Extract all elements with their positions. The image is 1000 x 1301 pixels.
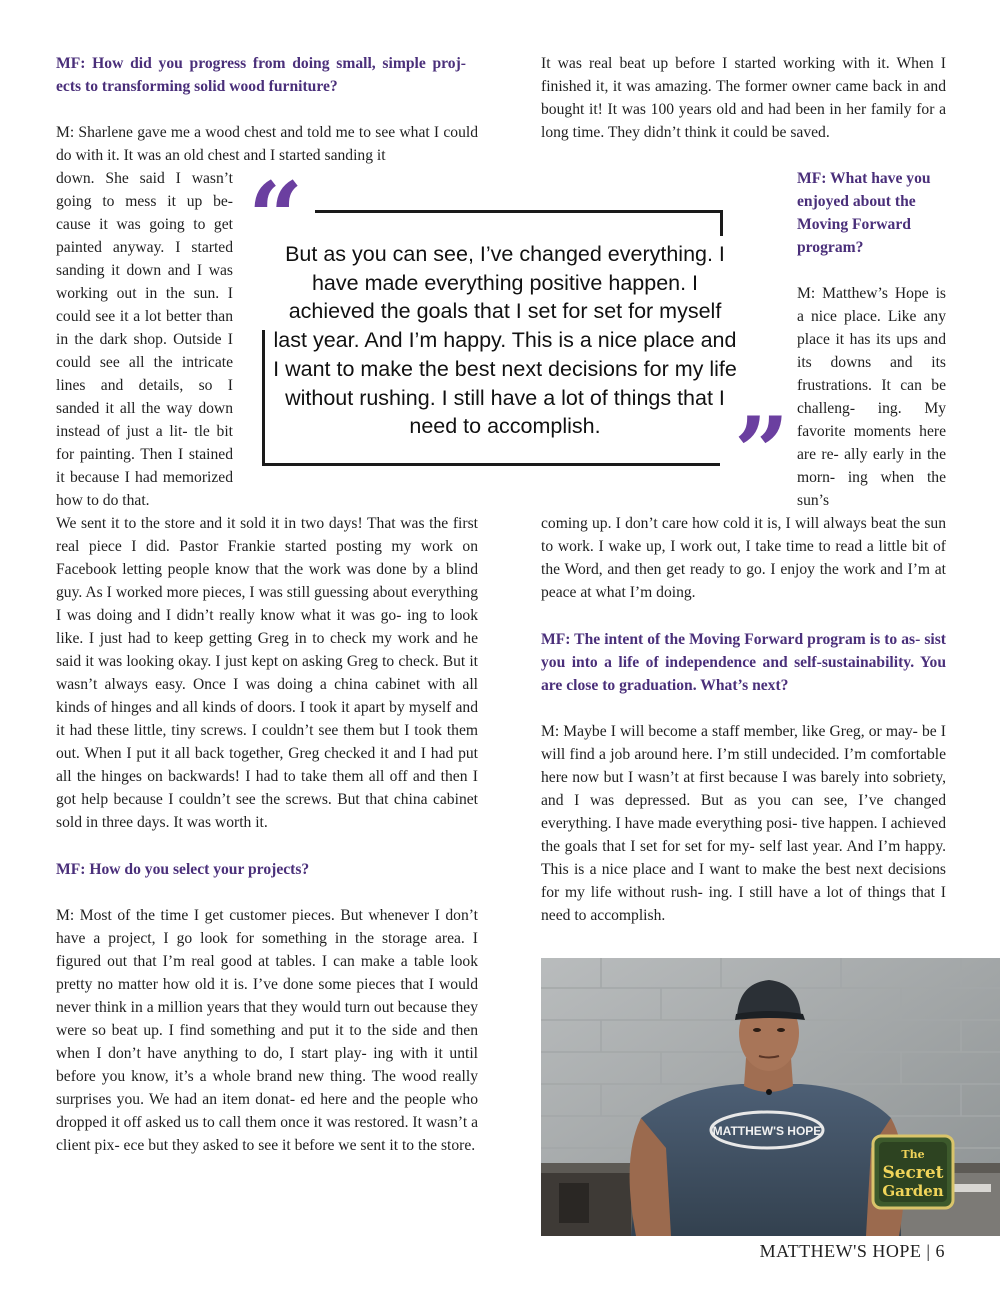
badge-line-1: The (901, 1148, 925, 1161)
answer-progress-intro: M: Sharlene gave me a wood chest and told me to see what I could do with it. It was an old chest and I started sanding it (56, 124, 478, 164)
portrait-photo (541, 958, 1000, 1236)
answer-enjoyed-narrow: M: Matthew’s Hope is a nice place. Like any place it has its ups and its downs and its frustrations. It can be challeng- ing. My favorite moments here are re- ally early in the morn- ing when the sun’s (797, 285, 946, 509)
answer-progress-continued: We sent it to the store and it sold it in two days! That was the first real piece I did. Pastor Frankie started posting my work on Facebook letting people know that the work was done by a blind guy. As I worked more pieces, I was still guessing about everything I was doing and I didn’t really know what it was go- ing to look like. I just had to keep getting Greg in to check my work and he said it was looking okay. I just kept on asking Greg to check. But it wasn’t always easy. Once I was doing a china cabinet with all kinds of hinges and all kinds of doors. I took it apart by myself and it had these little, tiny screws. I couldn’t see them but I took them out. When I put it all back together, Greg checked it and I had put all the hinges on backwards! I had to take them all off and then I got help because I couldn’t see the screws. But that china cabinet sold in three days. It was worth it. (56, 515, 478, 831)
answer-enjoyed-continued: coming up. I don’t care how cold it is, I will always beat the sun to work. I wake up, I work out, I take time to read a little bit of the Word, and then get ready to go. I enjoy the work and I’m at peace at what I’m doing. (541, 515, 946, 601)
answer-select-projects: M: Most of the time I get customer pieces. But whenever I don’t have a project, I go look for something in the storage area. I figured out that I’m real good at tables. I can make a table look pretty no matter how old it is. I’ve done some pieces that I would never think in a million years that they would turn out because they were so beat up. I find something and put it to the side and then when I don’t have anything to do, I start play- ing with it until before you know, it’s a whole brand new thing. The wood really surprises you. We had an item donat- ed here and the people who dropped it off asked us to call them once it was restored. It wasn’t a client pix- ece but they asked to see it before we sent it to the store. (56, 907, 478, 1154)
close-quote-icon: ” (734, 396, 790, 509)
answer-whats-next: M: Maybe I will become a staff member, like Greg, or may- be I will find a job around here. I’m still undecided. I’m comfortable here now but I wasn’t at first because I was barely into sobriety, and I was depressed. But as you can see, I’ve changed everything. I have made everything posi- tive happen. I achieved the goals that I set for set for my- self last year. And I’m happy. This is a nice place and I want to make the best next decisions for my life without rush- ing. I still have a lot of things that I need to accomplish. (541, 723, 946, 924)
open-quote-icon: “ (248, 161, 304, 274)
shirt-logo-text: MATTHEW'S HOPE (712, 1124, 822, 1138)
question-select-projects: MF: How do you select your projects? (56, 861, 310, 878)
question-whats-next: MF: The intent of the Moving Forward program is to as- sist you into a life of independence and self-sustainability. You are close to graduation. What’s next? (541, 631, 946, 694)
badge-line-3: Garden (882, 1182, 944, 1200)
page-footer: MATTHEW'S HOPE | 6 (759, 1241, 945, 1261)
pullquote-text: But as you can see, I’ve changed everything. I have made everything positive happen. I achieved the goals that I set for set for myself last year. And I’m happy. This is a nice place and I want to make the best next decisions for my life without rushing. I still have a lot of things that I need to accomplish. (273, 242, 737, 439)
question-progress: MF: How did you progress from doing small, simple proj- ects to transforming solid wood furniture? (56, 55, 466, 95)
answer-progress-narrow: down. She said I wasn’t going to mess it up be- cause it was going to get painted anyway. I started sanding it down and I was working out in the sun. I could see it a lot better than in the dark shop. Outside I could see all the intricate lines and details, so I sanded it all the way down instead of just a lit- tle bit for painting. Then I stained it because I had memorized how to do that. (56, 170, 233, 509)
question-enjoyed: MF: What have you enjoyed about the Moving Forward program? (797, 170, 931, 256)
badge-line-2: Secret (882, 1163, 944, 1183)
pullquote-top-rule (315, 210, 720, 213)
pullquote-right-rule (720, 210, 723, 236)
answer-chest-continued: It was real beat up before I started working with it. When I finished it, it was amazing. The former owner came back in and bought it! It was 100 years old and had been in her family for a long time. They didn’t think it could be saved. (541, 55, 946, 141)
